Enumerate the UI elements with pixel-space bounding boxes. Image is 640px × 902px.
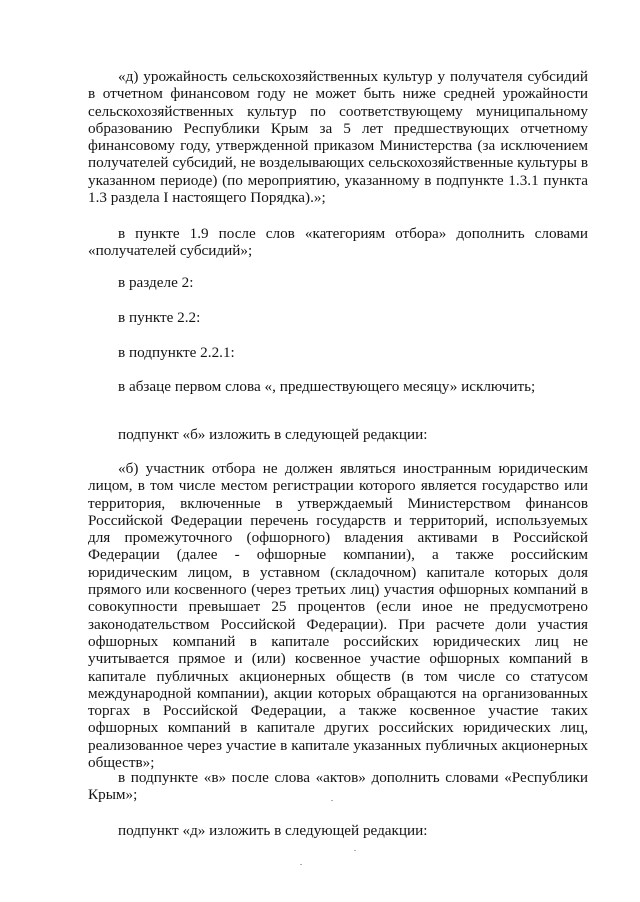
paragraph-subitem-b-heading: подпункт «б» изложить в следующей редакции: (118, 426, 428, 443)
paragraph-item-1-9: в пункте 1.9 после слов «категориям отбора» дополнить словами «получателей субсидий»; (88, 225, 588, 260)
paragraph-subitem-b-text: «б) участник отбора не должен являться иностранным юридическим лицом, в том числе местом регистрации которого является государство или территория, включенные в утверждаемый Министерством финансов Российской Федерации перечень государств и территорий, используемых для промежуточного (офшорного) владения активами в Российской Федерации (далее - офшорные компании), а также российским юридическим лицом, в уставном (складочном) капитале которых доля прямого или косвенного (через третьих лиц) участия офшорных компаний в совокупности превышает 25 процентов (если иное не предусмотрено законодательством Российской Федерации). При расчете доли участия офшорных компаний в капитале российских юридических лиц не учитывается прямое и (или) косвенное участие офшорных компаний в капитале публичных акционерных обществ (в том числе со статусом международной компании), акции которых обращаются на организованных торгах в Российской Федерации, а также косвенное участие таких офшорных компаний в капитале других российских юридических лиц, реализованное через участие в капитале указанных публичных акционерных обществ»; (88, 460, 588, 772)
paragraph-first-abzac: в абзаце первом слова «, предшествующего месяцу» исключить; (118, 378, 536, 395)
paragraph-subitem-2-2-1: в подпункте 2.2.1: (118, 344, 235, 361)
paragraph-yield-condition: «д) урожайность сельскохозяйственных культур у получателя субсидий в отчетном финансовом году не может быть ниже средней урожайности сельскохозяйственных культур по соответствующему муниципальному образованию Республики Крым за 5 лет предшествующих отчетному финансовому году, утвержденной приказом Министерства (за исключением получателей субсидий, не возделывающих сельскохозяйственные культуры в указанном периоде) (по мероприятию, указанному в подпункте 1.3.1 пункта 1.3 раздела I настоящего Порядка).»; (88, 68, 588, 207)
scan-speck (300, 864, 302, 865)
scan-speck (331, 800, 333, 801)
scan-speck (354, 850, 356, 851)
paragraph-subitem-d-heading: подпункт «д» изложить в следующей редакции: (118, 822, 428, 839)
paragraph-subitem-v: в подпункте «в» после слова «актов» дополнить словами «Республики Крым»; (88, 769, 588, 804)
paragraph-section-2: в разделе 2: (118, 274, 194, 291)
paragraph-item-2-2: в пункте 2.2: (118, 309, 201, 326)
